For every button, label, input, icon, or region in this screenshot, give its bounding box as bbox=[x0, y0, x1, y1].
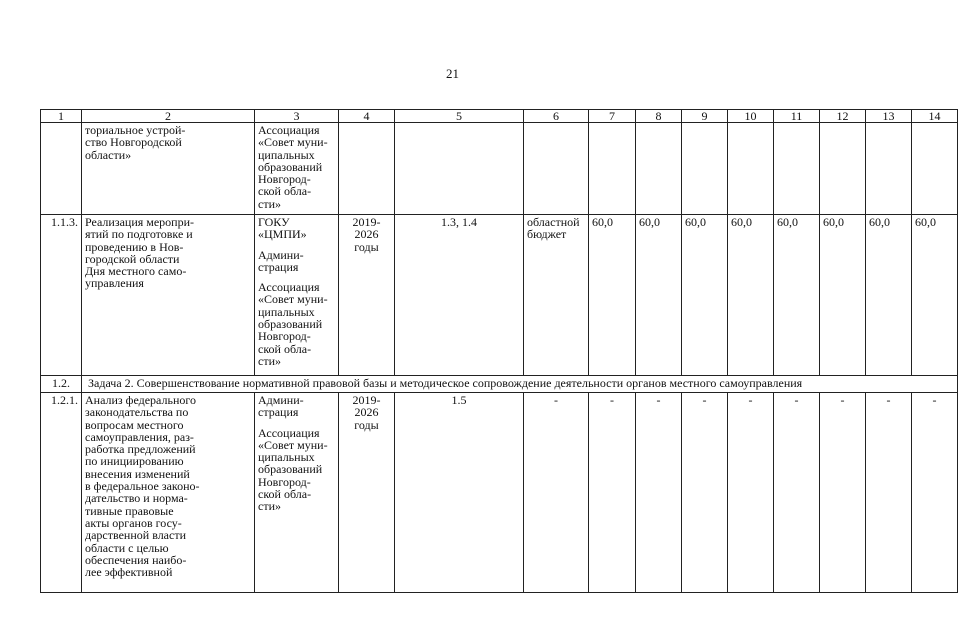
activity-name-cell: Реализация меропри- ятий по подготовке и проведению в Нов- городской области Дня местного само- управления bbox=[82, 215, 255, 376]
value-cell: - bbox=[589, 393, 636, 593]
task-title: Задача 2. Совершенствование нормативной правовой базы и методическое сопровождение деятельности органов местного самоуправления bbox=[82, 376, 958, 393]
header-cell: 14 bbox=[912, 110, 958, 123]
target-indicator-cell: 1.5 bbox=[395, 393, 524, 593]
value-cell: 60,0 bbox=[589, 215, 636, 376]
activity-name-cell: Анализ федерального законодательства по вопросам местного самоуправления, раз- работка предложений по инициированию внесения изменений в федеральное законо- дательство и норма- тивные правовые акты органов госу- дарственной власти области с целью обеспечения наибо- лее эффективной bbox=[82, 393, 255, 593]
executor-3: Ассоциация «Совет муни- ципальных образований Новгород- ской обла- сти» bbox=[258, 280, 328, 368]
value-cell: - bbox=[636, 393, 682, 593]
executor-cell: Ассоциация «Совет муни- ципальных образований Новгород- ской обла- сти» bbox=[255, 123, 339, 215]
header-cell: 6 bbox=[524, 110, 589, 123]
table-row bbox=[41, 123, 958, 215]
value-cell: 60,0 bbox=[636, 215, 682, 376]
table-row bbox=[41, 376, 958, 393]
target-indicator-cell: 1.3, 1.4 bbox=[395, 215, 524, 376]
value-cell: - bbox=[682, 393, 728, 593]
funding-source-cell: областной бюджет bbox=[524, 215, 589, 376]
page-number: 21 bbox=[446, 66, 459, 81]
activity-name-cell: ториальное устрой- ство Новгородской области» bbox=[82, 123, 255, 215]
program-table bbox=[40, 109, 958, 593]
value-cell: 60,0 bbox=[866, 215, 912, 376]
header-cell: 10 bbox=[728, 110, 774, 123]
value-cell: 60,0 bbox=[912, 215, 958, 376]
item-number: 1.1.3. bbox=[41, 215, 82, 376]
header-cell: 13 bbox=[866, 110, 912, 123]
value-cell: - bbox=[820, 393, 866, 593]
header-cell: 8 bbox=[636, 110, 682, 123]
table-row bbox=[41, 393, 958, 593]
period-cell: 2019- 2026 годы bbox=[339, 215, 395, 376]
value-cell: 60,0 bbox=[820, 215, 866, 376]
header-cell: 3 bbox=[255, 110, 339, 123]
value-cell: 60,0 bbox=[682, 215, 728, 376]
header-cell: 12 bbox=[820, 110, 866, 123]
value-cell: - bbox=[728, 393, 774, 593]
item-number: 1.2. bbox=[41, 376, 82, 393]
header-cell: 5 bbox=[395, 110, 524, 123]
header-cell: 1 bbox=[41, 110, 82, 123]
value-cell: 60,0 bbox=[728, 215, 774, 376]
value-cell: 60,0 bbox=[774, 215, 820, 376]
header-cell: 11 bbox=[774, 110, 820, 123]
value-cell: - bbox=[774, 393, 820, 593]
period-cell: 2019- 2026 годы bbox=[339, 393, 395, 593]
funding-source-cell: - bbox=[524, 393, 589, 593]
executor-2: Ассоциация «Совет муни- ципальных образований Новгород- ской обла- сти» bbox=[258, 425, 328, 514]
executor-1: ГОКУ «ЦМПИ» bbox=[258, 215, 307, 242]
item-number: 1.2.1. bbox=[41, 393, 82, 593]
header-cell: 9 bbox=[682, 110, 728, 123]
executor-2: Админи- страция bbox=[258, 247, 304, 274]
executor-1: Админи- страция bbox=[258, 393, 304, 420]
table-row bbox=[41, 215, 958, 376]
value-cell: - bbox=[912, 393, 958, 593]
value-cell: - bbox=[866, 393, 912, 593]
header-row bbox=[41, 110, 958, 123]
executor-cell bbox=[255, 393, 339, 593]
header-cell: 2 bbox=[82, 110, 255, 123]
executor-cell bbox=[255, 215, 339, 376]
header-cell: 4 bbox=[339, 110, 395, 123]
header-cell: 7 bbox=[589, 110, 636, 123]
